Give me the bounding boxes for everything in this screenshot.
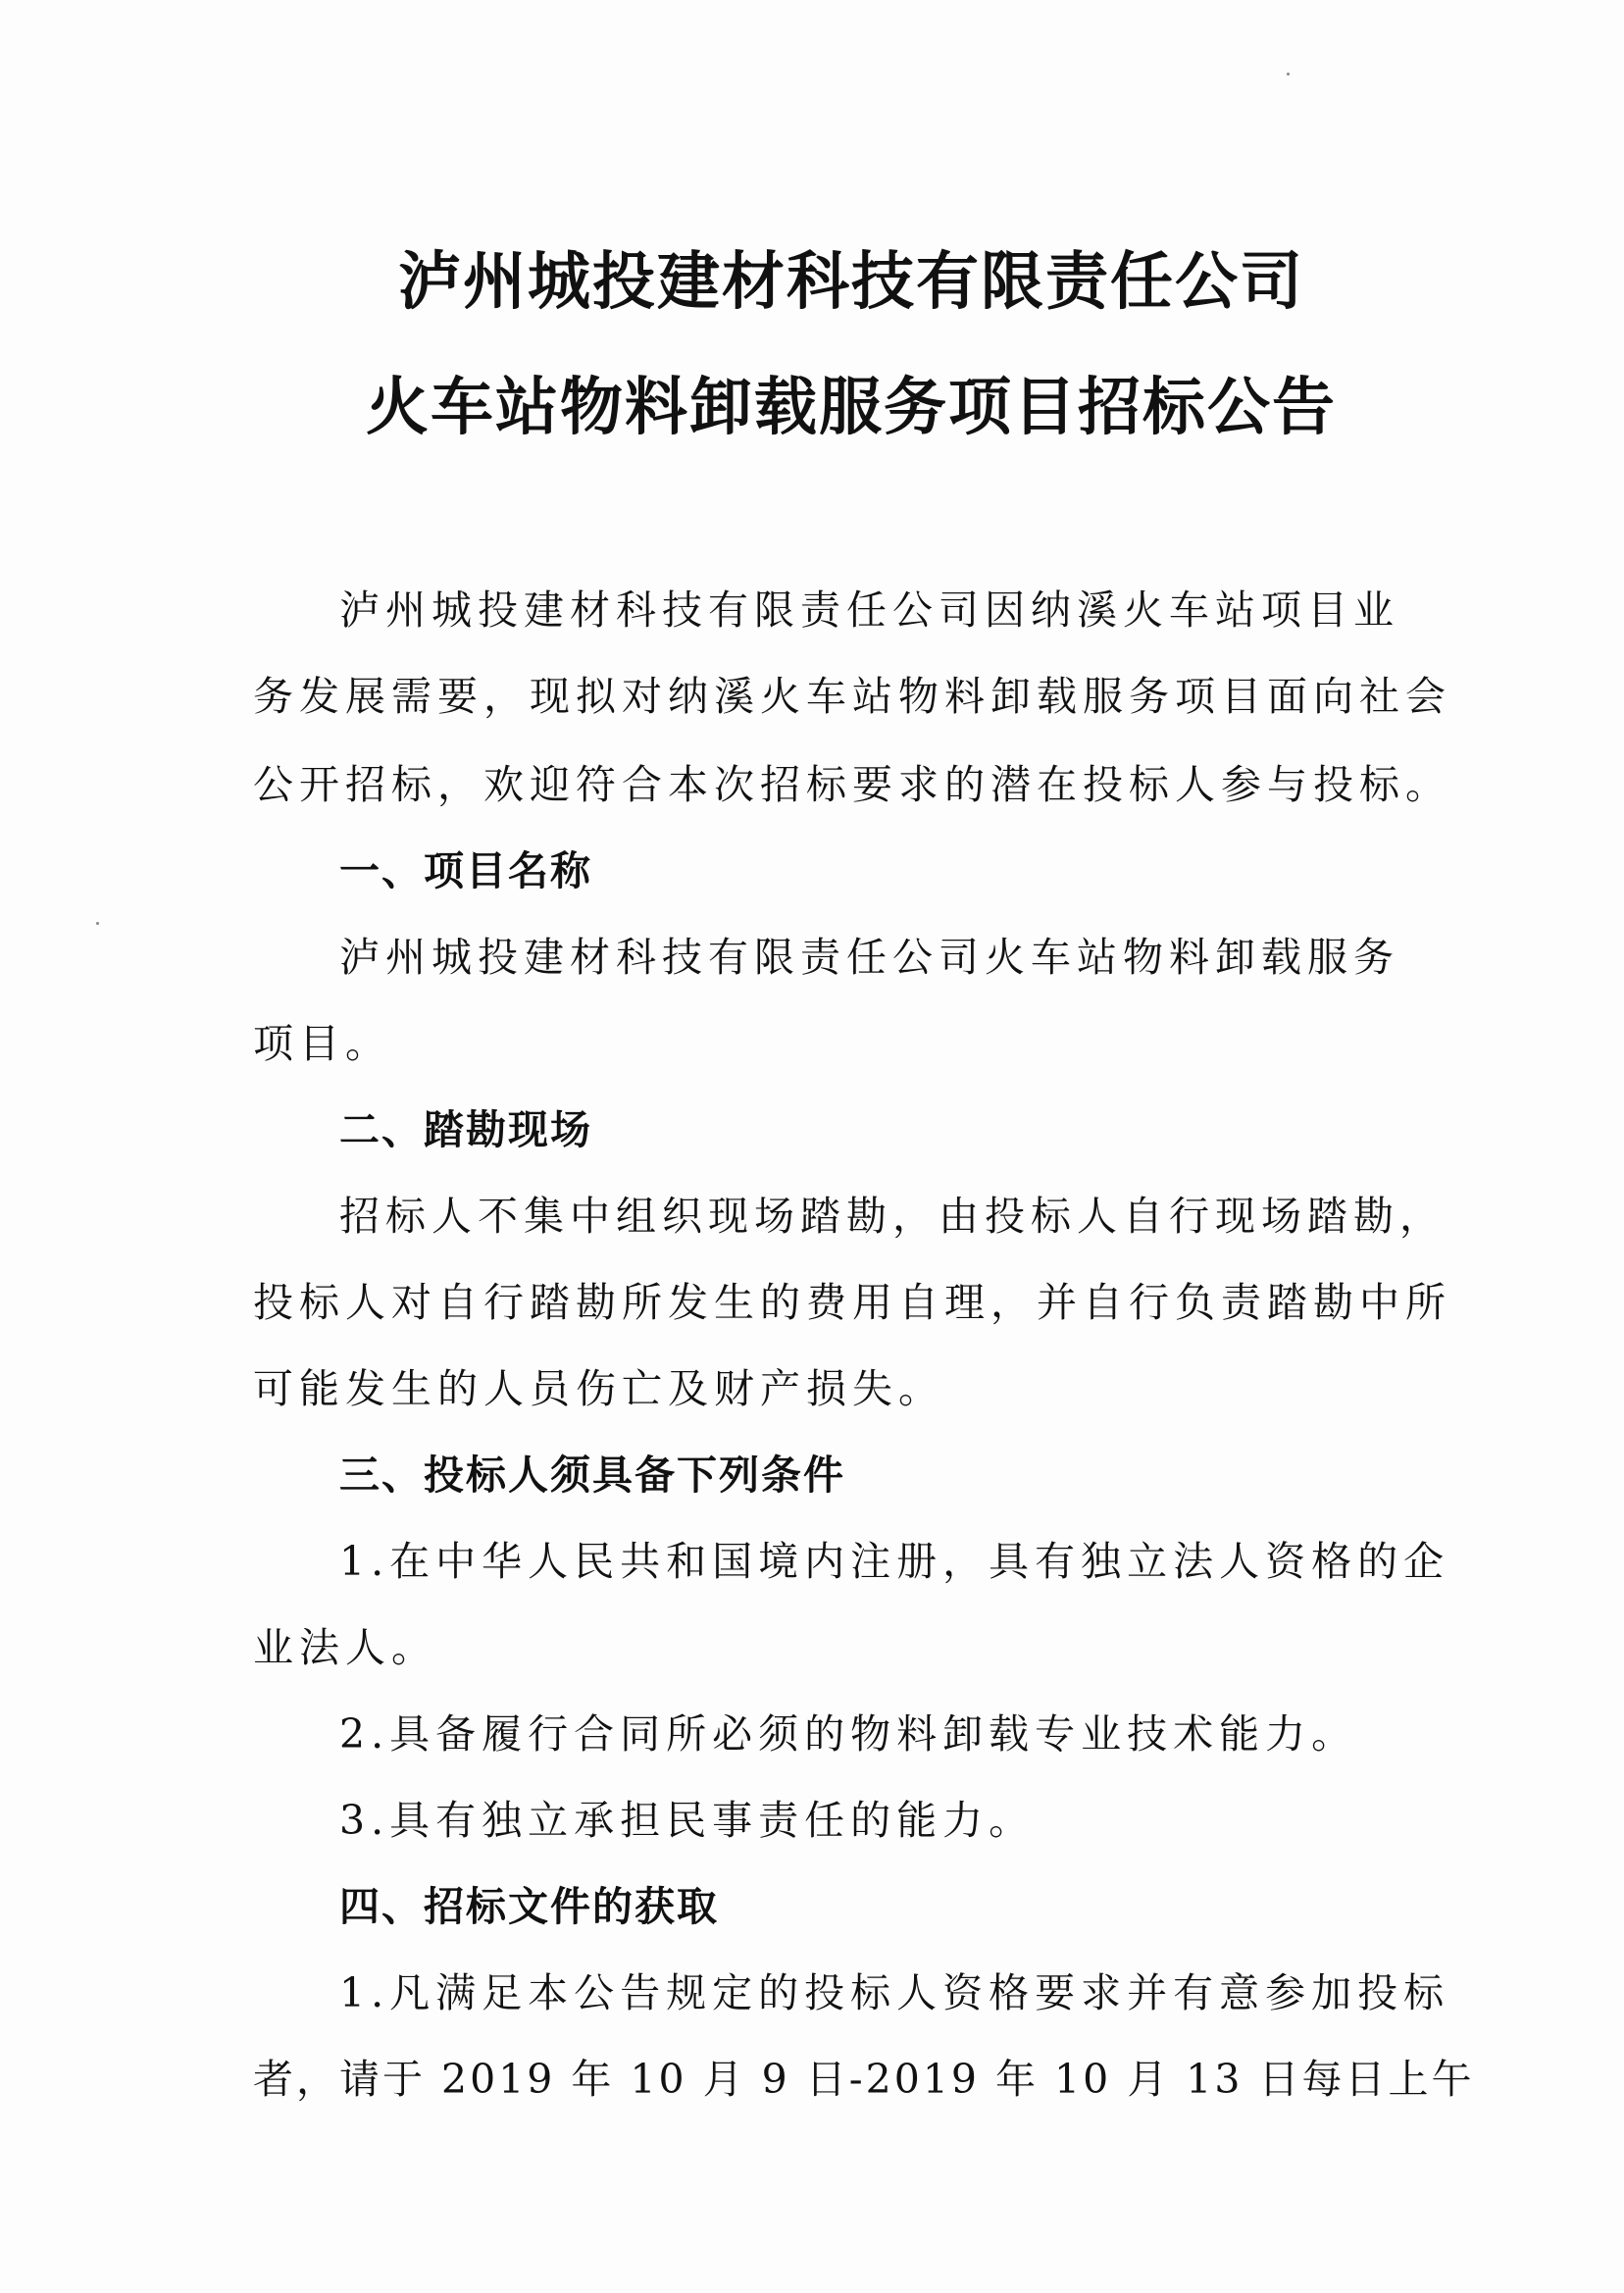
intro-line-2: 务发展需要，现拟对纳溪火车站物料卸载服务项目面向社会 bbox=[253, 673, 1451, 720]
section3-line-4: 3.具有独立承担民事责任的能力。 bbox=[339, 1797, 1036, 1844]
document-title-line-1: 泸州城投建材科技有限责任公司 bbox=[398, 246, 1304, 319]
section-heading-tender-documents: 四、招标文件的获取 bbox=[339, 1883, 719, 1930]
document-title-line-2: 火车站物料卸载服务项目招标公告 bbox=[366, 372, 1337, 444]
section2-line-2: 投标人对自行踏勘所发生的费用自理，并自行负责踏勘中所 bbox=[253, 1279, 1451, 1326]
scan-speck bbox=[96, 922, 99, 925]
section4-line-2: 者，请于 2019 年 10 月 9 日-2019 年 10 月 13 日每日上午 bbox=[253, 2056, 1475, 2103]
scan-speck bbox=[1287, 73, 1290, 76]
section1-line-2: 项目。 bbox=[253, 1020, 391, 1067]
section-heading-site-survey: 二、踏勘现场 bbox=[339, 1106, 592, 1153]
section1-line-1: 泸州城投建材科技有限责任公司火车站物料卸载服务 bbox=[339, 934, 1399, 981]
section2-line-1: 招标人不集中组织现场踏勘，由投标人自行现场踏勘， bbox=[339, 1193, 1446, 1240]
intro-line-1: 泸州城投建材科技有限责任公司因纳溪火车站项目业 bbox=[339, 586, 1399, 634]
section-heading-project-name: 一、项目名称 bbox=[339, 847, 592, 894]
section3-line-2: 业法人。 bbox=[253, 1624, 437, 1671]
section2-line-3: 可能发生的人员伤亡及财产损失。 bbox=[253, 1365, 944, 1412]
section3-line-3: 2.具备履行合同所必须的物料卸载专业技术能力。 bbox=[339, 1710, 1358, 1758]
intro-line-3: 公开招标，欢迎符合本次招标要求的潜在投标人参与投标。 bbox=[253, 761, 1451, 808]
section-heading-bidder-conditions: 三、投标人须具备下列条件 bbox=[339, 1452, 845, 1499]
section3-line-1: 1.在中华人民共和国境内注册，具有独立法人资格的企 bbox=[339, 1538, 1450, 1585]
section4-line-1: 1.凡满足本公告规定的投标人资格要求并有意参加投标 bbox=[339, 1969, 1450, 2016]
